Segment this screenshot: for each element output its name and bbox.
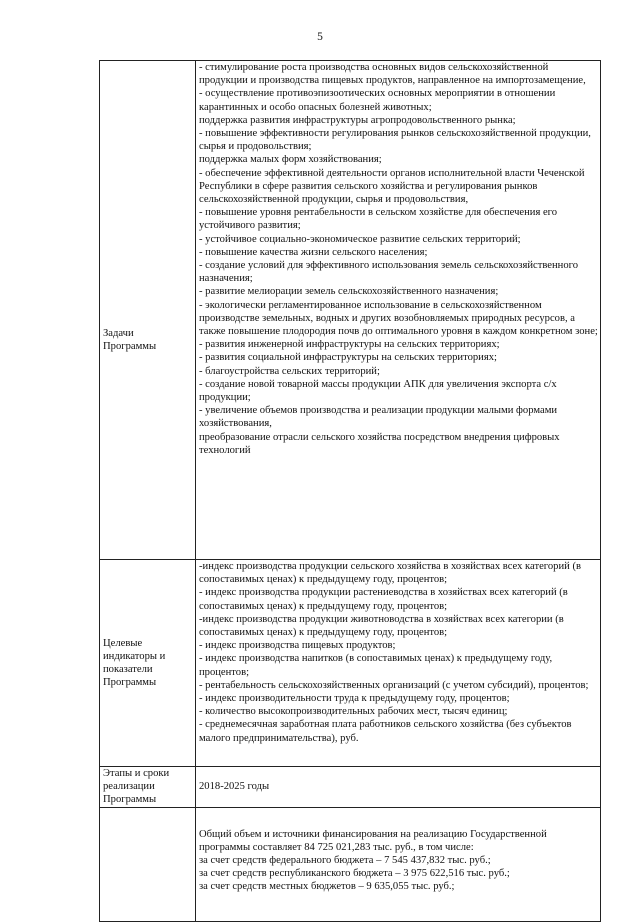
task-item: - повышение уровня рентабельности в сельском хозяйстве для обеспечения его устойчивого развития; — [199, 207, 558, 232]
stages-row — [100, 767, 601, 808]
tasks-label: Задачи — [103, 327, 134, 339]
indicators-label-cell — [100, 560, 196, 767]
stages-value: 2018-2025 годы — [199, 781, 270, 793]
task-item: преобразование отрасли сельского хозяйства посредством внедрения цифровых технологий — [199, 431, 560, 456]
task-item: - увеличение объемов производства и реализации продукции малыми формами хозяйствования, — [199, 405, 558, 430]
task-item: - осуществление противоэпизоотических основных мероприятии в отношении карантинных и особо опасных болезней животных; — [199, 88, 556, 113]
indicators-row — [100, 560, 601, 767]
tasks-content-cell — [196, 61, 601, 560]
stages-label: Этапы и сроки — [103, 768, 170, 779]
tasks-label-cell — [100, 61, 196, 560]
finance-item: за счет средств республиканского бюджета – 3 975 622,516 тыс. руб.; — [199, 868, 510, 880]
indicators-label: индикаторы и — [103, 650, 166, 662]
finance-item: за счет средств федерального бюджета – 7 545 437,832 тыс. руб.; — [199, 855, 491, 867]
indicator-item: - индекс производства напитков (в сопоставимых ценах) к предыдущему году, процентов; — [199, 653, 553, 678]
indicator-item: - количество высокопроизводительных рабочих мест, тысяч единиц; — [199, 706, 508, 718]
task-item: - развития социальной инфраструктуры на сельских территориях; — [199, 352, 497, 364]
indicators-label: Программы — [103, 677, 157, 689]
indicators-content-cell — [196, 560, 601, 767]
task-item: - устойчивое социально-экономическое развитие сельских территорий; — [199, 233, 521, 245]
indicator-item: - среднемесячная заработная плата работников сельского хозяйства (без субъектов малого предпринимательства), руб. — [199, 719, 572, 744]
task-item: - обеспечение эффективной деятельности органов исполнительной власти Чеченской Республики в сфере развития сельского хозяйства и регулирования рынков сельскохозяйственной продукции, сырья и продовольствия, — [199, 167, 585, 206]
finance-item: за счет средств местных бюджетов – 9 635,055 тыс. руб.; — [199, 881, 455, 893]
task-item: - благоустройства сельских территорий; — [199, 365, 380, 377]
indicator-item: -индекс производства продукции животноводства в хозяйствах всех категории (в сопоставимых ценах) к предыдущему году, процентов; — [199, 613, 564, 639]
task-item: - экологически регламентированное использование в сельскохозяйственном производстве земельных, водных и других возобновляемых природных ресурсов, а также повышение плодородия почв до оптимального уровня в каждом конкретном зоне; — [199, 299, 598, 338]
task-item: - создание условий для эффективного использования земель сельскохозяйственного назначения; — [199, 260, 578, 285]
indicator-item: -индекс производства продукции сельского хозяйства в хозяйствах всех категорий (в сопоставимых ценах) к предыдущему году, процентов; — [199, 561, 581, 586]
indicators-label: Целевые — [103, 637, 143, 649]
task-item: - повышение эффективности регулирования рынков сельскохозяйственной продукции, сырья и продовольствия; — [199, 128, 591, 153]
finance-row — [100, 807, 601, 921]
tasks-row — [100, 61, 601, 560]
stages-label-cell — [100, 767, 196, 808]
tasks-label: Программы — [103, 341, 157, 352]
indicator-item: - индекс производства продукции растениеводства в хозяйствах всех категорий (в сопоставимых ценах) к предыдущему году, процентов; — [199, 587, 568, 612]
stages-label: реализации — [103, 781, 155, 793]
task-item: - стимулирование роста производства основных видов сельскохозяйственной продукции и производства пищевых продуктов, направленное на импортозамещение, — [199, 62, 586, 87]
task-item: - повышение качества жизни сельского населения; — [199, 246, 428, 258]
indicator-item: - индекс производства пищевых продуктов; — [199, 640, 396, 652]
task-item: поддержка развития инфраструктуры агропродовольственного рынка; — [199, 114, 516, 126]
program-passport-table — [99, 60, 601, 922]
indicators-label: показатели — [103, 664, 153, 675]
stages-label: Программы — [103, 794, 157, 806]
finance-item: Общий объем и источники финансирования на реализацию Государственной программы составляет 84 725 021,283 тыс. руб., в том числе: — [199, 828, 547, 853]
finance-label-cell — [100, 807, 196, 921]
task-item: - развития инженерной инфраструктуры на сельских территориях; — [199, 339, 500, 351]
task-item: поддержка малых форм хозяйствования; — [199, 154, 382, 166]
task-item: - развитие мелиорации земель сельскохозяйственного назначения; — [199, 286, 499, 298]
finance-content-cell — [196, 807, 601, 921]
indicator-item: - индекс производительности труда к предыдущему году, процентов; — [199, 693, 510, 705]
indicator-item: - рентабельность сельскохозяйственных организаций (с учетом субсидий), процентов; — [199, 679, 589, 691]
page-number: 5 — [317, 31, 323, 43]
task-item: - создание новой товарной массы продукции АПК для увеличения экспорта с/х продукции; — [199, 378, 557, 404]
stages-value-cell — [196, 767, 601, 808]
